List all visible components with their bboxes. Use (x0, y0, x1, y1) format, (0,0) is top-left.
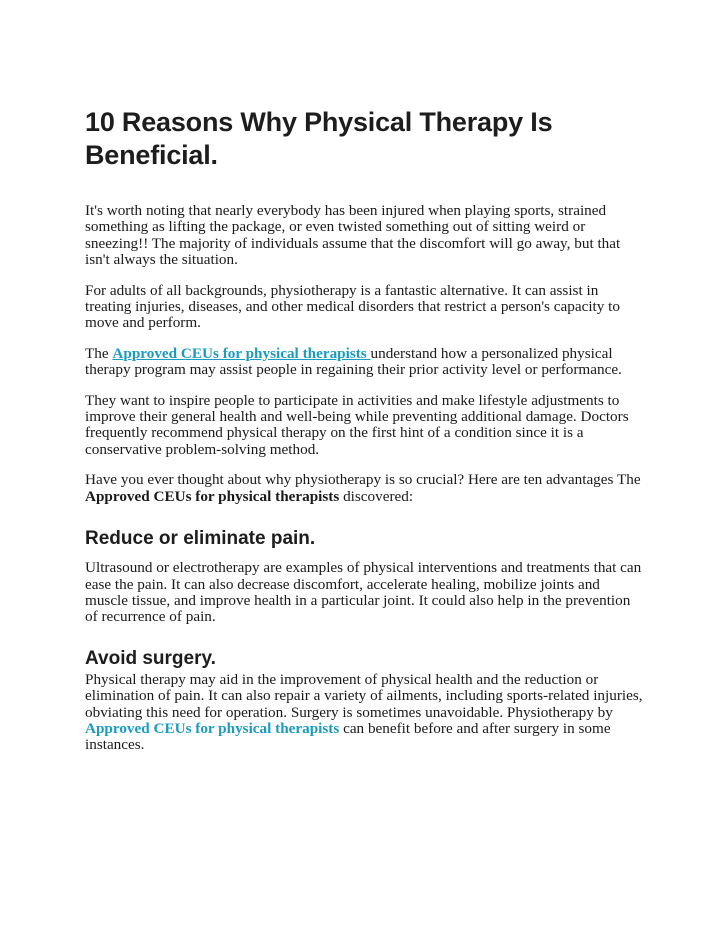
section-heading-avoid-surgery: Avoid surgery. (85, 647, 216, 669)
intro-paragraph-4: They want to inspire people to participate in activities and make lifestyle adjustments to improve their general health and well-being while preventing additional damage. Doctors frequently recommend physical therapy on the first hint of a condition since it is a conservative problem-solving method. (85, 391, 629, 458)
paragraph-text: discovered: (339, 487, 414, 505)
approved-ceus-link[interactable]: Approved CEUs for physical therapists (112, 344, 371, 362)
intro-paragraph-1: It's worth noting that nearly everybody has been injured when playing sports, strained something as lifting the package, or even twisted something out of sitting weird or sneezing!! The majority of individuals assume that the discomfort will go away, but that isn't always the situation. (85, 202, 621, 269)
section-1-body: Ultrasound or electrotherapy are examples of physical interventions and treatments that can ease the pain. It can also decrease discomfort, accelerate healing, mobilize joints and muscle tissue, and improve health in a particular joint. It could also help in the prevention of recurrence of pain. (85, 559, 642, 626)
section-heading-reduce-pain: Reduce or eliminate pain. (85, 528, 316, 550)
paragraph-text: can benefit before and after surgery in some instances. (85, 719, 611, 754)
bold-text: Approved CEUs for physical therapists (85, 487, 340, 505)
intro-paragraph-5 (85, 472, 645, 505)
intro-paragraph-3 (85, 346, 645, 379)
intro-paragraph-2: For adults of all backgrounds, physiotherapy is a fantastic alternative. It can assist in treating injuries, diseases, and other medical disorders that restrict a person's capacity to move and perform. (85, 281, 620, 332)
paragraph-text: Physical therapy may aid in the improvement of physical health and the reduction or elimination of pain. It can also repair a variety of ailments, including sports-related injuries, obviating this need for operation. Surgery is sometimes unavoidable. Physiotherapy by (85, 670, 643, 721)
paragraph-text: Have you ever thought about why physiotherapy is so crucial? Here are ten advantages The (85, 471, 641, 489)
approved-ceus-link-2[interactable]: Approved CEUs for physical therapists (85, 719, 340, 737)
document-page (85, 106, 645, 754)
section-2-body (85, 672, 645, 754)
page-title: 10 Reasons Why Physical Therapy Is Beneficial. (85, 107, 553, 170)
paragraph-text: The (85, 344, 113, 362)
paragraph-text: understand how a personalized physical therapy program may assist people in regaining their prior activity level or performance. (85, 344, 622, 379)
